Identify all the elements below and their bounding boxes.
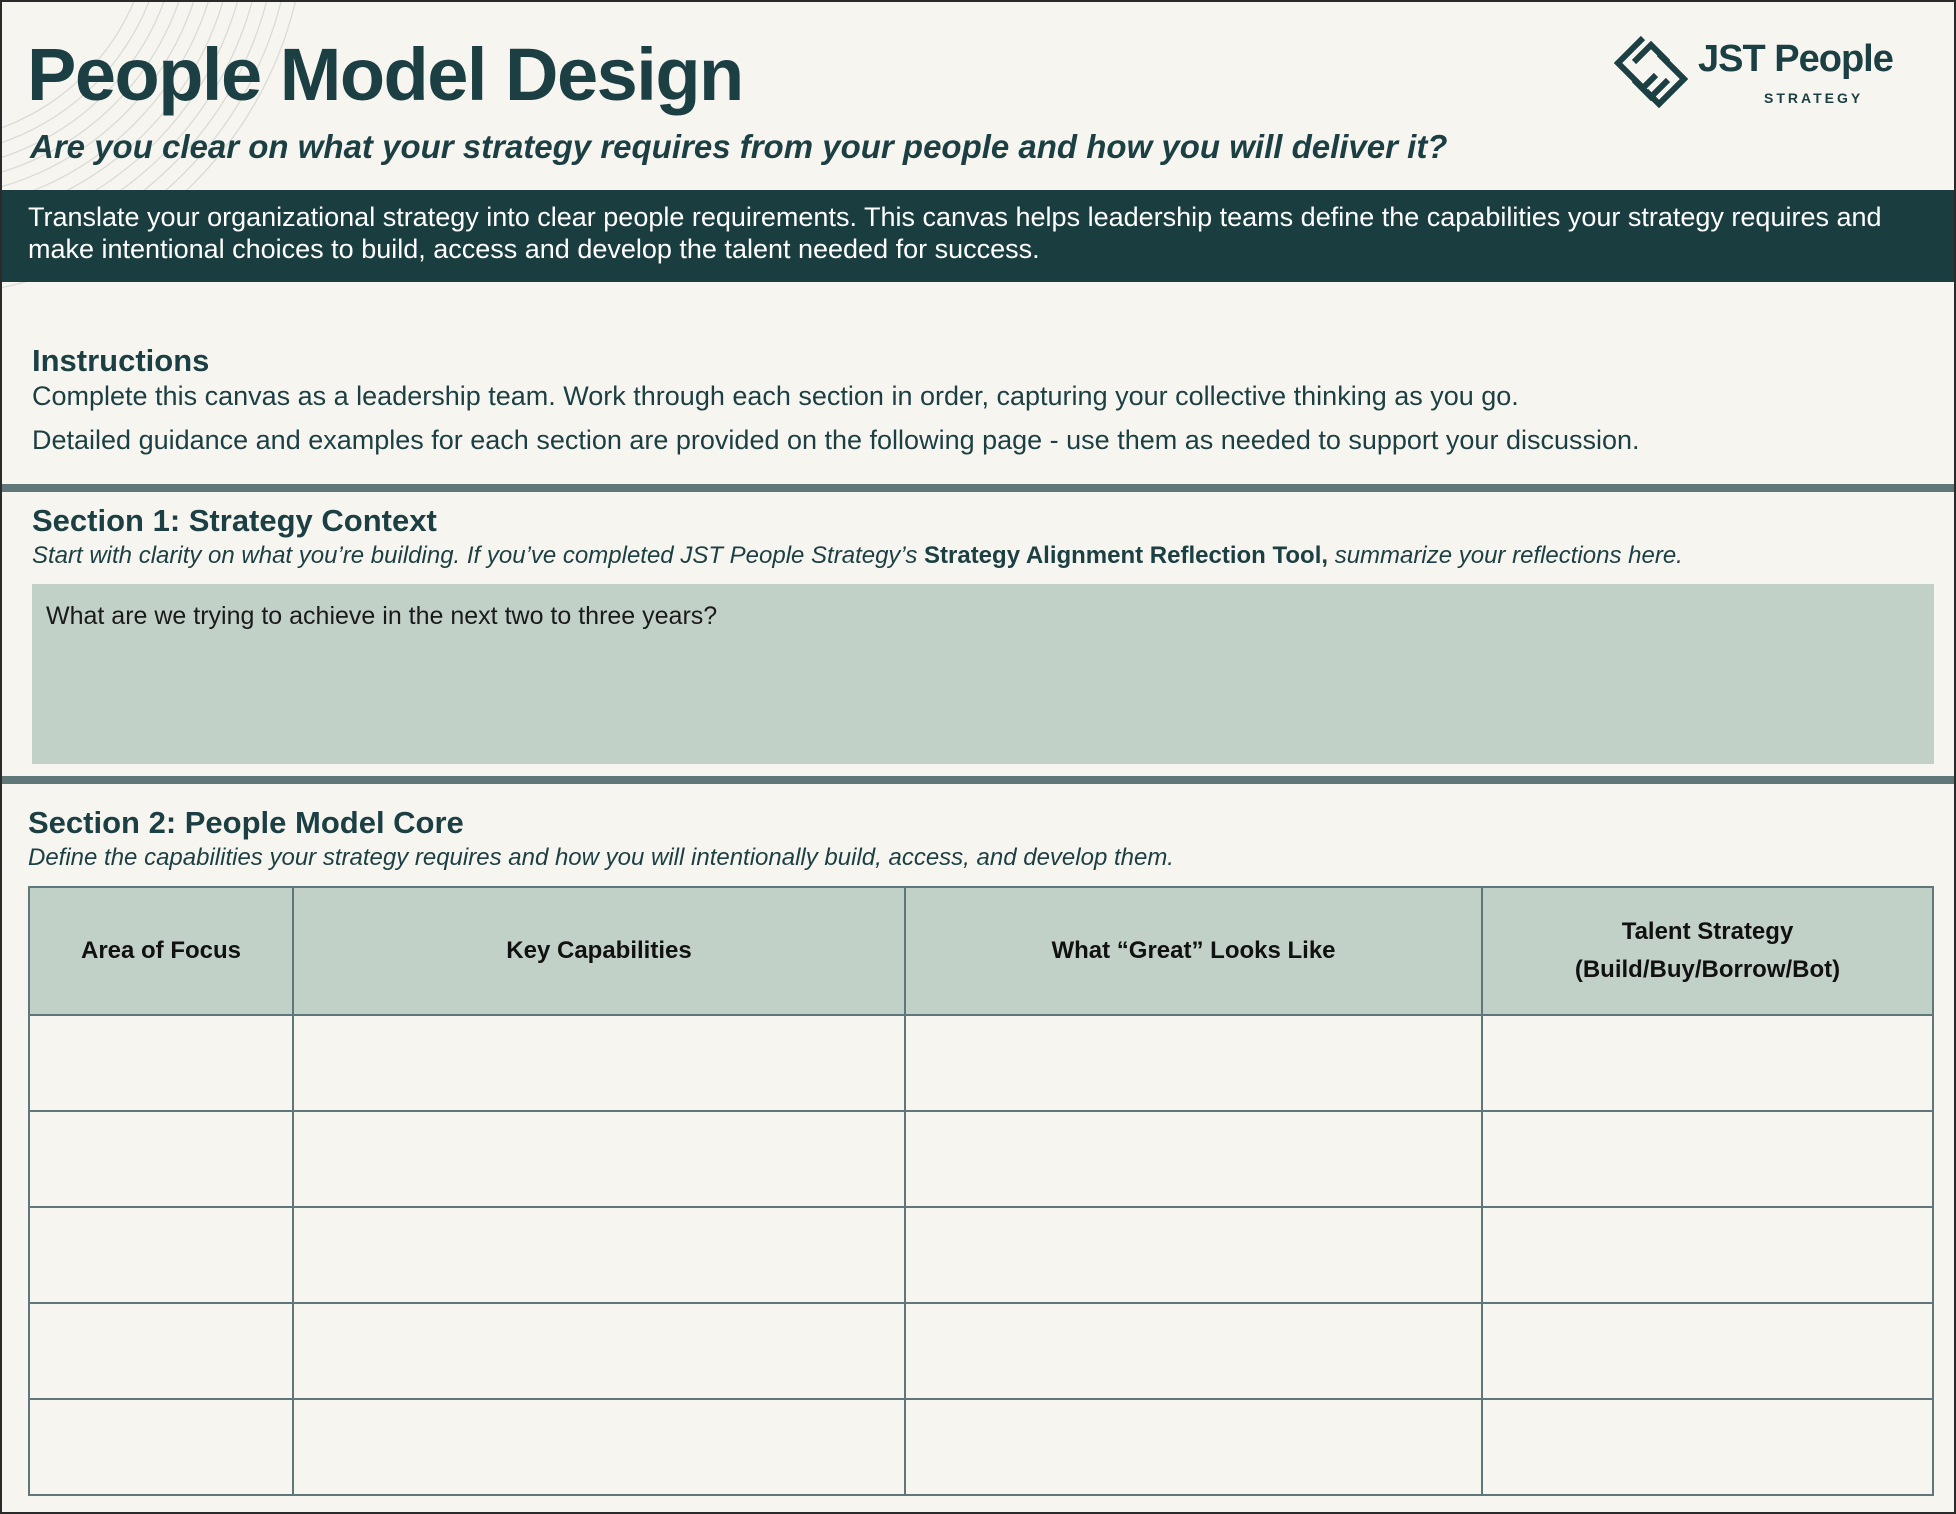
talent-strategy-label: Talent Strategy xyxy=(1621,918,1794,945)
cell-what-great-looks-like[interactable] xyxy=(905,1303,1482,1399)
cell-key-capabilities[interactable] xyxy=(293,1303,905,1399)
section-2-header xyxy=(28,804,1928,874)
cell-what-great-looks-like[interactable] xyxy=(905,1207,1482,1303)
section-divider-1 xyxy=(2,484,1954,492)
column-header-talent-strategy xyxy=(1482,887,1933,1015)
cell-key-capabilities[interactable] xyxy=(293,1207,905,1303)
page-title: People Model Design xyxy=(27,33,743,116)
section-1-header xyxy=(32,502,1932,572)
instructions-line-2: Detailed guidance and examples for each section are provided on the following page - use them as needed to support your discussion. xyxy=(32,425,1640,455)
logo-name: JST People xyxy=(1698,38,1893,80)
instructions-line-1: Complete this canvas as a leadership team. Work through each section in order, capturing your collective thinking as you go. xyxy=(32,381,1519,411)
cell-what-great-looks-like[interactable] xyxy=(905,1111,1482,1207)
section-2-title: Section 2: People Model Core xyxy=(28,805,464,840)
cell-key-capabilities[interactable] xyxy=(293,1015,905,1111)
column-header-area-of-focus: Area of Focus xyxy=(29,887,293,1015)
section-divider-2 xyxy=(2,776,1954,784)
table-row xyxy=(29,1399,1933,1495)
table-header-row xyxy=(29,887,1933,1015)
column-header-key-capabilities: Key Capabilities xyxy=(293,887,905,1015)
cell-talent-strategy[interactable] xyxy=(1482,1303,1933,1399)
section-1-description xyxy=(32,540,1932,572)
cell-area-of-focus[interactable] xyxy=(29,1303,293,1399)
people-model-core-table xyxy=(28,886,1934,1496)
strategy-context-prompt: What are we trying to achieve in the next two to three years? xyxy=(46,602,718,630)
section-1-desc-part-2: summarize your reflections here. xyxy=(1328,542,1683,569)
cell-key-capabilities[interactable] xyxy=(293,1111,905,1207)
brand-logo xyxy=(1612,32,1928,112)
table-row xyxy=(29,1015,1933,1111)
cell-what-great-looks-like[interactable] xyxy=(905,1015,1482,1111)
cell-area-of-focus[interactable] xyxy=(29,1207,293,1303)
cell-what-great-looks-like[interactable] xyxy=(905,1399,1482,1495)
interlocked-diamond-logo-icon xyxy=(1612,32,1690,110)
logo-subtitle: STRATEGY xyxy=(1764,90,1864,106)
section-1-desc-part-1: Start with clarity on what you’re building. If you’ve completed JST People Strategy’s xyxy=(32,542,924,569)
intro-banner: Translate your organizational strategy into clear people requirements. This canvas helps leadership teams define the capabilities your strategy requires and make intentional choices to build, access and develop the talent needed for success. xyxy=(2,190,1954,282)
instructions-block xyxy=(32,342,1912,456)
cell-talent-strategy[interactable] xyxy=(1482,1111,1933,1207)
table-row xyxy=(29,1303,1933,1399)
section-1-desc-tool-name: Strategy Alignment Reflection Tool, xyxy=(924,542,1329,569)
table-row xyxy=(29,1111,1933,1207)
cell-talent-strategy[interactable] xyxy=(1482,1399,1933,1495)
section-2-description: Define the capabilities your strategy requires and how you will intentionally build, access, and develop them. xyxy=(28,844,1174,871)
page-subtitle: Are you clear on what your strategy requires from your people and how you will deliver it? xyxy=(30,128,1448,165)
cell-talent-strategy[interactable] xyxy=(1482,1015,1933,1111)
instructions-heading: Instructions xyxy=(32,343,210,378)
cell-talent-strategy[interactable] xyxy=(1482,1207,1933,1303)
talent-strategy-options: (Build/Buy/Borrow/Bot) xyxy=(1574,956,1841,983)
cell-key-capabilities[interactable] xyxy=(293,1399,905,1495)
strategy-context-input[interactable] xyxy=(32,584,1934,764)
cell-area-of-focus[interactable] xyxy=(29,1111,293,1207)
column-header-what-great-looks-like: What “Great” Looks Like xyxy=(905,887,1482,1015)
cell-area-of-focus[interactable] xyxy=(29,1399,293,1495)
table-row xyxy=(29,1207,1933,1303)
section-1-title: Section 1: Strategy Context xyxy=(32,503,437,538)
cell-area-of-focus[interactable] xyxy=(29,1015,293,1111)
